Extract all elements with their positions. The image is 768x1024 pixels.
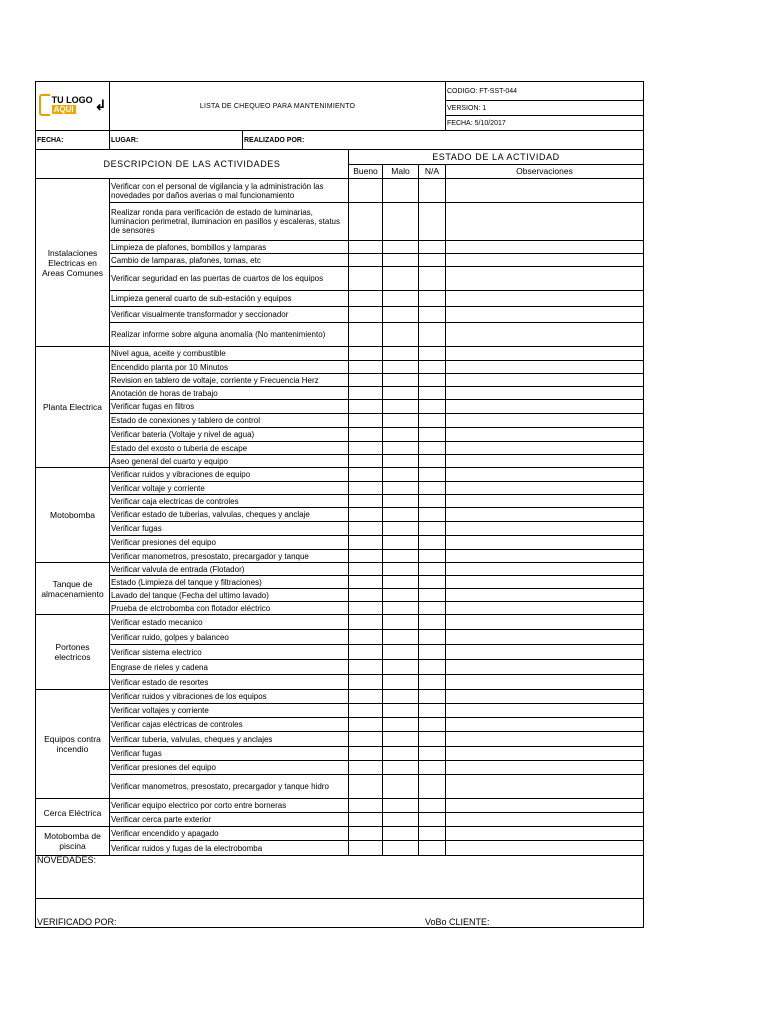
observaciones-cell[interactable] — [446, 536, 644, 550]
bueno-cell[interactable] — [349, 718, 383, 732]
activity-label: Verificar ruidos y fugas de la electrobomba — [110, 841, 349, 856]
checklist-table — [35, 81, 644, 928]
activity-label: Nivel agua, aceite y combustible — [110, 347, 349, 361]
observaciones-cell[interactable] — [446, 254, 644, 267]
malo-cell[interactable] — [383, 347, 419, 361]
bueno-cell[interactable] — [349, 747, 383, 761]
activity-label: Verificar con el personal de vigilancia y la administración las novedades por daños averias o mal funcionamiento — [110, 179, 349, 203]
table-row — [36, 813, 644, 827]
observaciones-cell[interactable] — [446, 374, 644, 387]
bueno-cell[interactable] — [349, 732, 383, 747]
bueno-cell[interactable] — [349, 704, 383, 718]
bueno-cell[interactable] — [349, 550, 383, 563]
activity-label: Verificar bateria (Voltaje y nivel de agua) — [110, 428, 349, 442]
logo-bracket-icon — [39, 94, 50, 116]
table-row — [36, 267, 644, 291]
estado-header: ESTADO DE LA ACTIVIDAD — [349, 150, 644, 165]
bueno-cell[interactable] — [349, 414, 383, 428]
activity-label: Verificar cerca parte exterior — [110, 813, 349, 827]
table-row — [36, 241, 644, 254]
bueno-cell[interactable] — [349, 179, 383, 203]
doc-date: FECHA: 5/10/2017 — [446, 116, 644, 131]
checklist-sheet — [35, 81, 643, 928]
malo-cell[interactable] — [383, 179, 419, 203]
bueno-cell[interactable] — [349, 203, 383, 241]
malo-cell[interactable] — [383, 536, 419, 550]
activity-label: Estado del exosto o tuberia de escape — [110, 442, 349, 455]
observaciones-cell[interactable] — [446, 690, 644, 704]
observaciones-cell[interactable] — [446, 645, 644, 660]
malo-cell[interactable] — [383, 799, 419, 813]
activity-label: Verificar estado de tuberias, valvulas, cheques y anclaje — [110, 508, 349, 522]
activity-label: Verificar fugas — [110, 747, 349, 761]
lugar-field[interactable]: LUGAR: — [110, 131, 243, 150]
observaciones-cell[interactable] — [446, 291, 644, 307]
na-cell[interactable] — [419, 645, 446, 660]
na-cell[interactable] — [419, 455, 446, 468]
malo-cell[interactable] — [383, 455, 419, 468]
novedades-label: NOVEDADES: — [37, 855, 97, 865]
table-row — [36, 841, 644, 856]
category-label: Motobomba — [36, 468, 110, 563]
na-cell[interactable] — [419, 323, 446, 347]
vobo-label: VoBo CLIENTE: — [425, 917, 490, 927]
na-cell[interactable] — [419, 841, 446, 856]
na-cell[interactable] — [419, 576, 446, 589]
descripcion-header: DESCRIPCION DE LAS ACTIVIDADES — [36, 150, 349, 179]
bueno-cell[interactable] — [349, 254, 383, 267]
table-row — [36, 660, 644, 675]
bueno-cell[interactable] — [349, 307, 383, 323]
observaciones-cell[interactable] — [446, 761, 644, 775]
category-label: Motobomba de piscina — [36, 827, 110, 856]
activity-label: Verificar presiones del equipo — [110, 536, 349, 550]
bueno-cell[interactable] — [349, 602, 383, 615]
bueno-cell[interactable] — [349, 630, 383, 645]
activity-label: Verificar sistema electrico — [110, 645, 349, 660]
bueno-cell[interactable] — [349, 482, 383, 495]
bueno-cell[interactable] — [349, 455, 383, 468]
bueno-header: Bueno — [349, 165, 383, 179]
bueno-cell[interactable] — [349, 387, 383, 400]
table-row — [36, 732, 644, 747]
bueno-cell[interactable] — [349, 660, 383, 675]
malo-cell[interactable] — [383, 747, 419, 761]
na-header: N/A — [419, 165, 446, 179]
na-cell[interactable] — [419, 550, 446, 563]
malo-cell[interactable] — [383, 827, 419, 841]
malo-cell[interactable] — [383, 361, 419, 374]
observaciones-cell[interactable] — [446, 414, 644, 428]
activity-label: Verificar voltaje y corriente — [110, 482, 349, 495]
na-cell[interactable] — [419, 291, 446, 307]
na-cell[interactable] — [419, 495, 446, 508]
observaciones-cell[interactable] — [446, 550, 644, 563]
observaciones-cell[interactable] — [446, 482, 644, 495]
logo-text-line1: TU LOGO — [51, 94, 93, 105]
malo-cell[interactable] — [383, 267, 419, 291]
activity-label: Verificar caja electricas de controles — [110, 495, 349, 508]
na-cell[interactable] — [419, 718, 446, 732]
logo-cell — [36, 82, 110, 131]
na-cell[interactable] — [419, 254, 446, 267]
activity-label: Aseo general del cuarto y equipo — [110, 455, 349, 468]
malo-cell[interactable] — [383, 495, 419, 508]
table-row — [36, 495, 644, 508]
bueno-cell[interactable] — [349, 615, 383, 630]
malo-cell[interactable] — [383, 602, 419, 615]
malo-cell[interactable] — [383, 203, 419, 241]
category-label: Cerca Eléctrica — [36, 799, 110, 827]
na-cell[interactable] — [419, 704, 446, 718]
na-cell[interactable] — [419, 428, 446, 442]
observaciones-cell[interactable] — [446, 455, 644, 468]
bueno-cell[interactable] — [349, 361, 383, 374]
table-row — [36, 307, 644, 323]
observaciones-cell[interactable] — [446, 267, 644, 291]
table-row — [36, 455, 644, 468]
table-row — [36, 589, 644, 602]
na-cell[interactable] — [419, 747, 446, 761]
malo-cell[interactable] — [383, 775, 419, 799]
na-cell[interactable] — [419, 241, 446, 254]
na-cell[interactable] — [419, 522, 446, 536]
observaciones-cell[interactable] — [446, 179, 644, 203]
table-row — [36, 254, 644, 267]
na-cell[interactable] — [419, 414, 446, 428]
bueno-cell[interactable] — [349, 761, 383, 775]
observaciones-cell[interactable] — [446, 563, 644, 576]
observaciones-cell[interactable] — [446, 323, 644, 347]
malo-cell[interactable] — [383, 660, 419, 675]
malo-cell[interactable] — [383, 550, 419, 563]
table-row — [36, 775, 644, 799]
observaciones-cell[interactable] — [446, 747, 644, 761]
bueno-cell[interactable] — [349, 400, 383, 414]
malo-cell[interactable] — [383, 563, 419, 576]
table-row — [36, 645, 644, 660]
observaciones-cell[interactable] — [446, 630, 644, 645]
activity-label: Verificar presiones del equipo — [110, 761, 349, 775]
observaciones-cell[interactable] — [446, 841, 644, 856]
malo-cell[interactable] — [383, 522, 419, 536]
observaciones-cell[interactable] — [446, 602, 644, 615]
table-row — [36, 291, 644, 307]
bueno-cell[interactable] — [349, 468, 383, 482]
malo-cell[interactable] — [383, 482, 419, 495]
malo-cell[interactable] — [383, 400, 419, 414]
na-cell[interactable] — [419, 442, 446, 455]
observaciones-cell[interactable] — [446, 361, 644, 374]
bueno-cell[interactable] — [349, 645, 383, 660]
table-row — [36, 468, 644, 482]
activity-label: Verificar valvula de entrada (Flotador) — [110, 563, 349, 576]
activity-label: Verificar voltajes y corriente — [110, 704, 349, 718]
na-cell[interactable] — [419, 307, 446, 323]
table-row — [36, 387, 644, 400]
observaciones-cell[interactable] — [446, 704, 644, 718]
bueno-cell[interactable] — [349, 589, 383, 602]
malo-cell[interactable] — [383, 428, 419, 442]
activity-label: Verificar tuberia, valvulas, cheques y anclajes — [110, 732, 349, 747]
na-cell[interactable] — [419, 536, 446, 550]
activity-label: Verificar visualmente transformador y seccionador — [110, 307, 349, 323]
activity-label: Verificar manometros, presostato, precargador y tanque — [110, 550, 349, 563]
bueno-cell[interactable] — [349, 323, 383, 347]
category-label: Portones electricos — [36, 615, 110, 690]
na-cell[interactable] — [419, 179, 446, 203]
na-cell[interactable] — [419, 813, 446, 827]
table-row — [36, 442, 644, 455]
malo-cell[interactable] — [383, 307, 419, 323]
observaciones-cell[interactable] — [446, 495, 644, 508]
observaciones-cell[interactable] — [446, 307, 644, 323]
activity-label: Engrase de rieles y cadena — [110, 660, 349, 675]
observaciones-cell[interactable] — [446, 827, 644, 841]
observaciones-cell[interactable] — [446, 400, 644, 414]
document-title: LISTA DE CHEQUEO PARA MANTENIMIENTO — [110, 82, 446, 131]
na-cell[interactable] — [419, 563, 446, 576]
bueno-cell[interactable] — [349, 563, 383, 576]
observaciones-cell[interactable] — [446, 428, 644, 442]
observaciones-cell[interactable] — [446, 576, 644, 589]
na-cell[interactable] — [419, 799, 446, 813]
activity-label: Verificar estado mecanico — [110, 615, 349, 630]
activity-label: Lavado del tanque (Fecha del ultimo lavado) — [110, 589, 349, 602]
table-row — [36, 508, 644, 522]
activity-label: Verificar ruido, golpes y balanceo — [110, 630, 349, 645]
observaciones-cell[interactable] — [446, 799, 644, 813]
table-row — [36, 718, 644, 732]
malo-cell[interactable] — [383, 387, 419, 400]
na-cell[interactable] — [419, 267, 446, 291]
category-label: Planta Electrica — [36, 347, 110, 468]
activity-label: Verificar equipo electrico por corto entre borneras — [110, 799, 349, 813]
activity-label: Verificar fugas — [110, 522, 349, 536]
table-row — [36, 704, 644, 718]
doc-version: VERSION: 1 — [446, 101, 644, 116]
observaciones-cell[interactable] — [446, 442, 644, 455]
table-row — [36, 747, 644, 761]
bueno-cell[interactable] — [349, 690, 383, 704]
activity-label: Estado de conexiones y tablero de control — [110, 414, 349, 428]
activity-label: Realizar informe sobre alguna anomalía (No mantenimiento) — [110, 323, 349, 347]
na-cell[interactable] — [419, 761, 446, 775]
malo-cell[interactable] — [383, 414, 419, 428]
table-row — [36, 761, 644, 775]
table-row — [36, 374, 644, 387]
table-row — [36, 827, 644, 841]
malo-cell[interactable] — [383, 442, 419, 455]
malo-cell[interactable] — [383, 254, 419, 267]
table-row — [36, 602, 644, 615]
table-row — [36, 675, 644, 690]
na-cell[interactable] — [419, 602, 446, 615]
table-row — [36, 799, 644, 813]
logo-text-line2: AQUI — [53, 104, 74, 114]
malo-cell[interactable] — [383, 508, 419, 522]
doc-code: CODIGO: FT-SST-044 — [446, 82, 644, 101]
na-cell[interactable] — [419, 660, 446, 675]
malo-cell[interactable] — [383, 468, 419, 482]
na-cell[interactable] — [419, 630, 446, 645]
na-cell[interactable] — [419, 589, 446, 602]
observaciones-cell[interactable] — [446, 615, 644, 630]
observaciones-cell[interactable] — [446, 203, 644, 241]
activity-label: Realizar ronda para verificación de estado de luminarias, luminacion perimetral, iluminacion en pasillos y escaleras, status de sensores — [110, 203, 349, 241]
observaciones-cell[interactable] — [446, 468, 644, 482]
bueno-cell[interactable] — [349, 841, 383, 856]
observaciones-cell[interactable] — [446, 387, 644, 400]
company-logo — [39, 94, 107, 116]
na-cell[interactable] — [419, 482, 446, 495]
bueno-cell[interactable] — [349, 241, 383, 254]
na-cell[interactable] — [419, 775, 446, 799]
bueno-cell[interactable] — [349, 522, 383, 536]
activity-label: Revision en tablero de voltaje, corriente y Frecuencia Herz — [110, 374, 349, 387]
malo-cell[interactable] — [383, 813, 419, 827]
na-cell[interactable] — [419, 508, 446, 522]
na-cell[interactable] — [419, 203, 446, 241]
malo-cell[interactable] — [383, 761, 419, 775]
bueno-cell[interactable] — [349, 291, 383, 307]
observaciones-cell[interactable] — [446, 589, 644, 602]
table-row — [36, 203, 644, 241]
bueno-cell[interactable] — [349, 813, 383, 827]
activity-label: Limpieza general cuarto de sub-estación y equipos — [110, 291, 349, 307]
bueno-cell[interactable] — [349, 775, 383, 799]
table-row — [36, 414, 644, 428]
verificado-label: VERIFICADO POR: — [37, 917, 117, 927]
na-cell[interactable] — [419, 347, 446, 361]
na-cell[interactable] — [419, 361, 446, 374]
malo-cell[interactable] — [383, 630, 419, 645]
table-row — [36, 482, 644, 495]
malo-cell[interactable] — [383, 241, 419, 254]
fecha-field[interactable]: FECHA: — [36, 131, 110, 150]
return-arrow-icon: ↲ — [94, 96, 107, 113]
category-label: Instalaciones Electricas en Areas Comunes — [36, 179, 110, 347]
na-cell[interactable] — [419, 374, 446, 387]
table-row — [36, 361, 644, 374]
na-cell[interactable] — [419, 690, 446, 704]
activity-label: Encendido planta por 10 Minutos — [110, 361, 349, 374]
table-row — [36, 690, 644, 704]
bueno-cell[interactable] — [349, 799, 383, 813]
novedades-field[interactable] — [36, 856, 644, 899]
malo-cell[interactable] — [383, 732, 419, 747]
bueno-cell[interactable] — [349, 495, 383, 508]
malo-cell[interactable] — [383, 718, 419, 732]
observaciones-cell[interactable] — [446, 347, 644, 361]
malo-cell[interactable] — [383, 374, 419, 387]
malo-cell[interactable] — [383, 841, 419, 856]
table-row — [36, 563, 644, 576]
activity-label: Verificar cajas eléctricas de controles — [110, 718, 349, 732]
bueno-cell[interactable] — [349, 347, 383, 361]
malo-cell[interactable] — [383, 323, 419, 347]
malo-cell[interactable] — [383, 704, 419, 718]
bueno-cell[interactable] — [349, 267, 383, 291]
malo-header: Malo — [383, 165, 419, 179]
activity-label: Limpieza de plafones, bombillos y lamparas — [110, 241, 349, 254]
malo-cell[interactable] — [383, 576, 419, 589]
activity-label: Verificar fugas en filtros — [110, 400, 349, 414]
activity-label: Verificar manometros, presostato, precargador y tanque hidro — [110, 775, 349, 799]
table-row — [36, 347, 644, 361]
activity-label: Verificar seguridad en las puertas de cuartos de los equipos — [110, 267, 349, 291]
na-cell[interactable] — [419, 615, 446, 630]
category-label: Equipos contra incendio — [36, 690, 110, 799]
bueno-cell[interactable] — [349, 442, 383, 455]
table-row — [36, 536, 644, 550]
category-label: Tanque de almacenamiento — [36, 563, 110, 615]
observaciones-cell[interactable] — [446, 675, 644, 690]
activity-label: Verificar ruidos y vibraciones de equipo — [110, 468, 349, 482]
activity-label: Verificar encendido y apagado — [110, 827, 349, 841]
na-cell[interactable] — [419, 400, 446, 414]
observaciones-header: Observaciones — [446, 165, 644, 179]
na-cell[interactable] — [419, 732, 446, 747]
bueno-cell[interactable] — [349, 576, 383, 589]
bueno-cell[interactable] — [349, 675, 383, 690]
activity-label: Estado (Limpieza del tanque y filtraciones) — [110, 576, 349, 589]
table-row — [36, 630, 644, 645]
malo-cell[interactable] — [383, 645, 419, 660]
na-cell[interactable] — [419, 827, 446, 841]
bueno-cell[interactable] — [349, 827, 383, 841]
na-cell[interactable] — [419, 468, 446, 482]
observaciones-cell[interactable] — [446, 660, 644, 675]
activity-label: Verificar estado de resortes — [110, 675, 349, 690]
observaciones-cell[interactable] — [446, 775, 644, 799]
bueno-cell[interactable] — [349, 536, 383, 550]
signature-row — [36, 899, 644, 928]
observaciones-cell[interactable] — [446, 508, 644, 522]
na-cell[interactable] — [419, 675, 446, 690]
observaciones-cell[interactable] — [446, 241, 644, 254]
activity-label: Prueba de elctrobomba con flotador eléctrico — [110, 602, 349, 615]
realizado-field[interactable]: REALIZADO POR: — [243, 131, 644, 150]
malo-cell[interactable] — [383, 589, 419, 602]
table-row — [36, 550, 644, 563]
bueno-cell[interactable] — [349, 374, 383, 387]
table-row — [36, 179, 644, 203]
malo-cell[interactable] — [383, 291, 419, 307]
table-row — [36, 615, 644, 630]
table-row — [36, 522, 644, 536]
observaciones-cell[interactable] — [446, 718, 644, 732]
bueno-cell[interactable] — [349, 508, 383, 522]
table-row — [36, 576, 644, 589]
malo-cell[interactable] — [383, 690, 419, 704]
table-row — [36, 323, 644, 347]
table-row — [36, 428, 644, 442]
activity-label: Cambio de lamparas, plafones, tomas, etc — [110, 254, 349, 267]
na-cell[interactable] — [419, 387, 446, 400]
bueno-cell[interactable] — [349, 428, 383, 442]
activity-label: Anotación de horas de trabajo — [110, 387, 349, 400]
activity-label: Verificar ruidos y vibraciones de los equipos — [110, 690, 349, 704]
observaciones-cell[interactable] — [446, 732, 644, 747]
malo-cell[interactable] — [383, 675, 419, 690]
malo-cell[interactable] — [383, 615, 419, 630]
observaciones-cell[interactable] — [446, 813, 644, 827]
observaciones-cell[interactable] — [446, 522, 644, 536]
table-row — [36, 400, 644, 414]
